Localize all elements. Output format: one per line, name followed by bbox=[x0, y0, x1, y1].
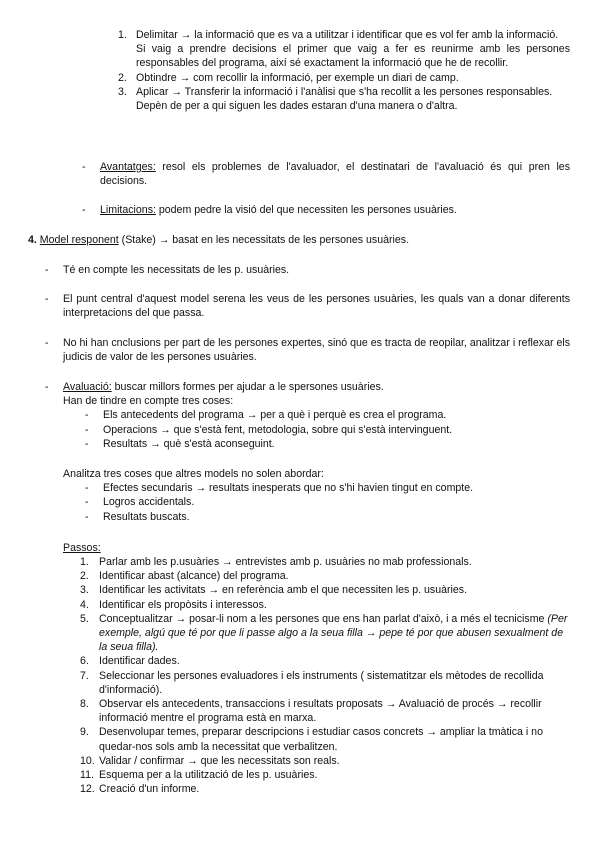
passos-item-text: Identificar les activitats → en referència amb el que necessiten les p. usuàries. bbox=[99, 584, 468, 597]
list-number: 2. bbox=[118, 71, 127, 84]
list-number: 4. bbox=[80, 598, 89, 611]
list-number: 6. bbox=[80, 655, 89, 668]
list-item bbox=[80, 654, 570, 668]
list-item bbox=[45, 263, 570, 277]
list-number: 1. bbox=[80, 556, 89, 568]
passos-item-text: Identificar dades. bbox=[99, 655, 180, 668]
bullet-text: El punt central d'aquest model serena les veus de les persones usuàries, les quals van a donar diferents interpretacions del que passa. bbox=[63, 293, 570, 320]
list-item bbox=[118, 28, 570, 71]
section-text: (Stake) → basat en les necessitats de les persones usuàries. bbox=[118, 234, 410, 246]
analitza-item-text: Logros accidentals. bbox=[103, 496, 195, 509]
bullet-dash: - bbox=[45, 264, 49, 276]
list-item bbox=[85, 495, 570, 509]
list-text: Delimitar → la informació que es va a utilitzar i identificar que es vol fer amb la informació. bbox=[136, 29, 559, 41]
passos-title bbox=[63, 541, 263, 555]
passos-item-example: (Per exemple, algú que té por que li passe algo a la seua filla → pepe té por que abusen sexualment de la seua filla). bbox=[99, 612, 568, 654]
list-item bbox=[80, 669, 570, 697]
list-number: 11. bbox=[80, 769, 94, 782]
section-label: Model responent bbox=[39, 234, 119, 246]
avaluacio-sub-intro: Han de tindre en compte tres coses: bbox=[63, 395, 234, 408]
analitza-intro: Analitza tres coses que altres models no solen abordar: bbox=[63, 468, 324, 480]
list-item bbox=[80, 754, 570, 768]
list-item bbox=[80, 782, 570, 796]
list-item bbox=[118, 85, 570, 113]
list-text: Si vaig a prendre decisions el primer que vaig a fer es reunirme amb les persones responsables del programa, així sé exactament la informació que he de recollir. bbox=[136, 43, 570, 70]
bullet-dash: - bbox=[85, 437, 89, 450]
list-item bbox=[85, 481, 570, 495]
bullet-dash: - bbox=[85, 510, 89, 523]
list-item bbox=[80, 583, 570, 597]
avaluacio-sub-list bbox=[63, 408, 570, 451]
limitacions-label: Limitacions: bbox=[100, 204, 156, 216]
list-item bbox=[85, 423, 570, 437]
bullet-dash: - bbox=[85, 496, 89, 509]
analitza-item-text: Resultats buscats. bbox=[103, 510, 190, 523]
list-number: 12. bbox=[80, 783, 95, 796]
list-number: 3. bbox=[118, 85, 127, 98]
passos-item-text: Creació d'un informe. bbox=[99, 783, 200, 796]
passos-item-text: Esquema per a la utilització de les p. usuàries. bbox=[99, 769, 318, 782]
list-item bbox=[118, 71, 570, 85]
bullet-dash: - bbox=[85, 482, 89, 495]
passos-item-text: Identificar abast (alcance) del programa. bbox=[99, 570, 289, 583]
bullet-text: No hi han cnclusions per part de les persones expertes, sinó que es tracta de reopilar, analitzar i reflexar els judicis de valor de les persones usuàries. bbox=[63, 337, 570, 364]
passos-item-text: Desenvolupar temes, preparar descripcions i estudiar casos concrets → ampliar la tmàtica i no quedar-nos sols amb la necessitat que verbalitzen. bbox=[99, 726, 543, 753]
sub-item-text: Els antecedents del programa → per a què i perquè es crea el programa. bbox=[103, 409, 447, 422]
bullet-dash: - bbox=[45, 337, 49, 349]
top-list bbox=[118, 28, 570, 113]
passos-item-text: Identificar els propòsits i interessos. bbox=[99, 598, 267, 611]
passos-item-text: Validar / confirmar → que les necessitats son reals. bbox=[99, 754, 340, 767]
bullet-dash: - bbox=[82, 204, 86, 216]
list-item bbox=[80, 569, 570, 583]
list-item bbox=[80, 555, 570, 569]
bullet-dash: - bbox=[82, 161, 86, 173]
avaluacio-item bbox=[45, 380, 570, 451]
avantatges-label: Avantatges: bbox=[100, 161, 156, 173]
avaluacio-text: buscar millors formes per ajudar a le spersones usuàries. bbox=[111, 381, 384, 393]
list-item bbox=[85, 408, 570, 422]
list-item bbox=[80, 697, 570, 725]
list-item bbox=[80, 725, 570, 753]
list-number: 8. bbox=[80, 698, 89, 711]
list-item bbox=[80, 598, 570, 612]
list-item bbox=[85, 510, 570, 524]
list-item bbox=[80, 612, 570, 655]
bullet-text: Té en compte les necessitats de les p. usuàries. bbox=[63, 264, 290, 276]
limitacions-text: podem pedre la visió del que necessiten les persones usuàries. bbox=[155, 204, 457, 216]
list-item bbox=[45, 292, 570, 320]
limitacions-item bbox=[82, 203, 570, 217]
bullet-dash: - bbox=[85, 409, 89, 422]
list-item bbox=[45, 336, 570, 364]
passos-item-text: Conceptualitzar → posar-li nom a les persones que ens han parlat d'això, i a més el tecnicisme bbox=[99, 612, 545, 625]
list-text: Depèn de per a qui siguen les dades estaran d'una manera o d'altra. bbox=[136, 100, 458, 113]
list-number: 3. bbox=[80, 584, 89, 597]
analitza-item-text: Efectes secundaris → resultats inesperats que no s'hi havien tingut en compte. bbox=[103, 482, 474, 495]
sub-item-text: Resultats → què s'està aconseguint. bbox=[103, 437, 275, 450]
avaluacio-label: Avaluació: bbox=[63, 381, 112, 393]
list-number: 5. bbox=[80, 612, 89, 625]
section-heading bbox=[28, 233, 570, 247]
bullet-dash: - bbox=[45, 381, 49, 393]
list-number: 1. bbox=[118, 29, 127, 41]
passos-item-text: Parlar amb les p.usuàries → entrevistes amb p. usuàries no mab professionals. bbox=[99, 556, 472, 568]
passos-item-text: Observar els antecedents, transaccions i resultats proposats → Avaluació de procés → recollir informació mentre el programa està en marxa. bbox=[99, 698, 542, 725]
avantatges-text: resol els problemes de l'avaluador, el destinatari de l'avaluació és qui pren les decisions. bbox=[100, 161, 570, 188]
bullet-dash: - bbox=[45, 293, 49, 305]
bullet-dash: - bbox=[85, 423, 89, 436]
list-text: Obtindre → com recollir la informació, per exemple un diari de camp. bbox=[136, 71, 459, 84]
passos-title-text: Passos: bbox=[63, 542, 101, 554]
sub-item-text: Operacions → que s'està fent, metodologia, sobre qui s'està intervinguent. bbox=[103, 423, 453, 436]
list-number: 2. bbox=[80, 570, 89, 583]
list-number: 10. bbox=[80, 754, 95, 767]
avantatges-item bbox=[82, 160, 570, 188]
passos-list bbox=[80, 555, 570, 796]
list-number: 9. bbox=[80, 726, 89, 739]
analitza-list bbox=[63, 481, 570, 524]
list-item bbox=[85, 437, 570, 451]
passos-item-text: Seleccionar les persones evaluadores i els instruments ( sistematitzar els mètodes de recollida d'informació). bbox=[99, 669, 544, 696]
analitza-block bbox=[63, 467, 570, 524]
list-item bbox=[80, 768, 570, 782]
list-number: 7. bbox=[80, 669, 89, 682]
section-number: 4. bbox=[28, 234, 37, 246]
list-text: Aplicar → Transferir la informació i l'anàlisi que s'ha recollit a les persones responsables. bbox=[136, 85, 553, 98]
